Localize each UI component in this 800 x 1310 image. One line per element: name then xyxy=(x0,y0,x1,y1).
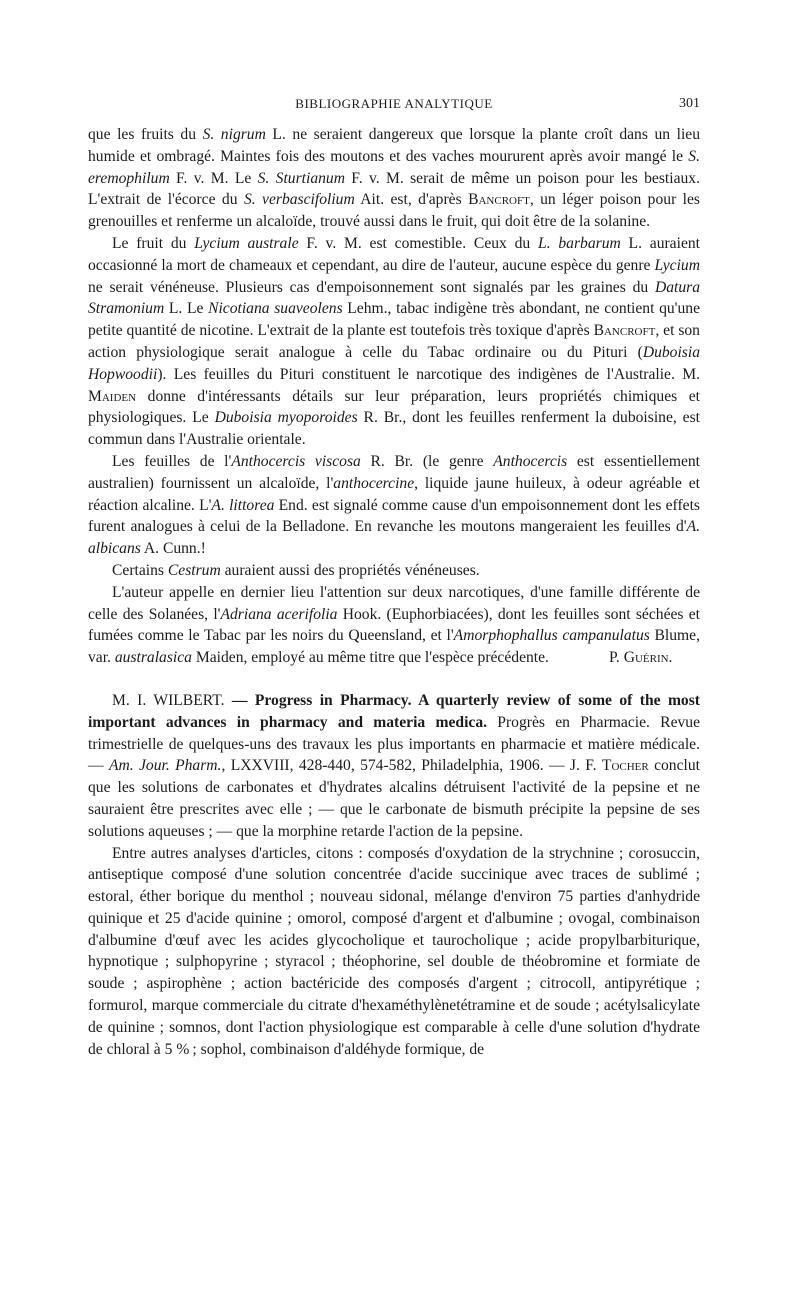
paragraph: L'auteur appelle en dernier lieu l'attention sur deux narcotiques, d'une famille différente de celle des Solanées, l'Adriana acerifolia Hook. (Euphorbiacées), dont les feuilles sont séchées et fumées comme le Tabac par les noirs du Queensland, et l'Amorphophallus campanulatus Blume, var. australasica Maiden, employé au même titre que l'espèce précédente. P. Guérin. xyxy=(88,582,700,669)
paragraph: Entre autres analyses d'articles, citons : composés d'oxydation de la strychnine ; corosuccin, antiseptique composé d'une solution concentrée d'acide succinique avec traces de sublimé ; estoral, éther borique du menthol ; nouveau sidonal, mélange d'environ 75 parties d'anhydride quinique et 25 d'acide quinine ; omorol, composé d'argent et d'albumine ; ovogal, combinaison d'albumine d'œuf avec les acides glycocholique et taurocholique ; acide propylbarbiturique, hypnotique ; sulphopyrine ; styracol ; théophorine, sel double de théobromine et formiate de soude ; aspirophène ; action bactéricide des composés d'argent ; citrocoll, antipyrétique ; formurol, marque commerciale du citrate d'hexaméthylènetétramine et de soude ; acétylsalicylate de quinine ; somnos, dont l'action physiologique est comparable à celle d'une solution d'hydrate de chloral à 5 % ; sophol, combinaison d'aldéhyde formique, de xyxy=(88,844,700,1058)
page-body xyxy=(88,124,700,1060)
running-head xyxy=(88,96,700,116)
running-title: BIBLIOGRAPHIE ANALYTIQUE xyxy=(295,96,493,111)
paragraph: que les fruits du S. nigrum L. ne seraient dangereux que lorsque la plante croît dans un lieu humide et ombragé. Maintes fois des moutons et des vaches moururent après avoir mangé le S. eremophilum F. v. M. Le S. Sturtianum F. v. M. serait de même un poison pour les bestiaux. L'extrait de l'écorce du S. verbascifolium Ait. est, d'après Bancroft, un léger poison pour les grenouilles et renferme un alcaloïde, trouvé aussi dans le fruit, qui doit être de la solanine. xyxy=(88,126,701,231)
entry-title: — Progress in Pharmacy. A quarterly review of some of the most important advances in pharmacy and materia medica. xyxy=(88,691,700,731)
paragraph: Certains Cestrum auraient aussi des propriétés vénéneuses. xyxy=(112,561,480,579)
paragraph: Les feuilles de l'Anthocercis viscosa R. Br. (le genre Anthocercis est essentiellement australien) fournissent un alcaloïde, l'anthocercine, liquide jaune huileux, à odeur agréable et réaction alcaline. L'A. littorea End. est signalé comme cause d'un empoisonnement dont les effets furent analogues à celui de la Belladone. En revanche les moutons mangeraient les feuilles d'A. albicans A. Cunn.! xyxy=(88,452,701,558)
entry-author: M. I. WILBERT. xyxy=(112,691,225,709)
bibliographic-entry: M. I. WILBERT. — Progress in Pharmacy. A quarterly review of some of the most important advances in pharmacy and materia medica. Progrès en Pharmacie. Revue trimestrielle de quelques-uns des travaux les plus importants en pharmacie et matière médicale. — Am. Jour. Pharm., LXXVIII, 428-440, 574-582, Philadelphia, 1906. — J. F. Tocher conclut que les solutions de carbonates et d'hydrates alcalins détruisent l'activité de la pepsine et ne sauraient être prescrites avec elle ; — que le carbonate de bismuth précipite la pepsine de ses solutions aqueuses ; — que la morphine retarde l'action de la pepsine. xyxy=(88,691,701,840)
paragraph: Le fruit du Lycium australe F. v. M. est comestible. Ceux du L. barbarum L. auraient occasionné la mort de chameaux et cependant, au dire de l'auteur, aucune espèce du genre Lycium ne serait vénéneuse. Plusieurs cas d'empoisonnement sont signalés par les graines du Datura Stramonium L. Le Nicotiana suaveolens Lehm., tabac indigène très abondant, ne contient qu'une petite quantité de nicotine. L'extrait de la plante est toutefois très toxique d'après Bancroft, et son action physiologique serait analogue à celle du Tabac ordinaire ou du Pituri (Duboisia Hopwoodii). Les feuilles du Pituri constituent le narcotique des indigènes de l'Australie. M. Maiden donne d'intéressants détails sur leur préparation, leurs propriétés chimiques et physiologiques. Le Duboisia myoporoides R. Br., dont les feuilles renferment la duboisine, est commun dans l'Australie orientale. xyxy=(88,234,700,449)
reviewer-signature: P. Guérin. xyxy=(608,649,673,667)
page-number: 301 xyxy=(679,96,700,111)
